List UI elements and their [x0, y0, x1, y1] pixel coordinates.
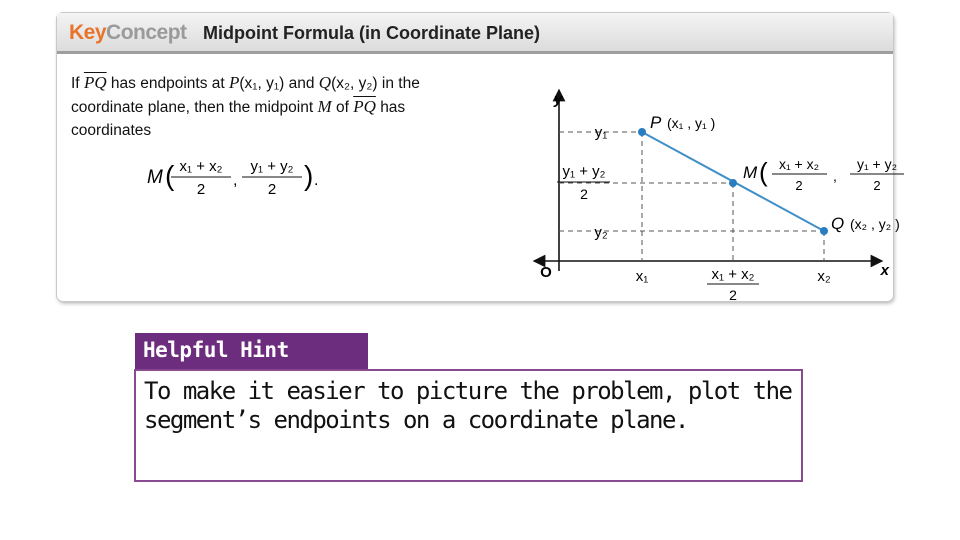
logo-concept: Concept — [106, 21, 187, 44]
x1-label: x₁ — [635, 268, 649, 285]
hint-text: To make it easier to picture the problem, plot the segment’s endpoints on a coordinate plane. — [144, 377, 792, 434]
x-mid-numerator: x₁ + x₂ — [711, 266, 755, 283]
card-header — [57, 13, 893, 54]
formula-x-numerator: x₁ + x₂ — [179, 158, 223, 175]
x2-label: x₂ — [817, 268, 831, 285]
point-p-coords: (x₁, y₁) — [239, 75, 285, 92]
word-and: and — [288, 75, 315, 92]
point-q-name: Q — [318, 73, 332, 92]
segment-pq: $\overline{PQ}$ — [83, 73, 107, 92]
point-q-coords: (x₂, y₂) — [331, 75, 378, 92]
midpoint-name: M — [317, 97, 332, 116]
word-of: of — [335, 99, 349, 116]
key-concept-card — [57, 13, 900, 303]
x-mid-denominator: 2 — [729, 287, 737, 303]
y1-label: y₁ — [594, 124, 608, 141]
formula-m: M — [147, 167, 163, 188]
m-left-paren: ( — [759, 157, 768, 187]
m-y-denominator: 2 — [873, 178, 881, 193]
y-axis-label: y — [554, 91, 563, 108]
point-p — [638, 128, 646, 136]
formula-period: . — [314, 172, 319, 189]
m-comma: , — [833, 168, 837, 184]
point-m — [729, 179, 737, 187]
point-q — [820, 227, 828, 235]
m-x-numerator: x₁ + x₂ — [778, 156, 820, 172]
y-mid-denominator: 2 — [580, 186, 588, 202]
formula-y-denominator: 2 — [267, 181, 277, 198]
formula-y-numerator: y₁ + y₂ — [250, 158, 294, 175]
hint-title: Helpful Hint — [143, 338, 289, 362]
word-has-coordinates: has coordinates — [71, 99, 406, 139]
formula-left-paren: ( — [165, 160, 175, 191]
p-label: P — [650, 113, 662, 132]
origin-label: O — [540, 264, 552, 281]
word-has-endpoints: has endpoints at — [110, 75, 225, 92]
concept-title: Midpoint Formula (in Coordinate Plane) — [203, 23, 540, 43]
point-p-name: P — [229, 73, 240, 92]
logo-key: Key — [69, 21, 107, 44]
y-mid-numerator: y₁ + y₂ — [562, 163, 606, 180]
key-concept-logo — [69, 21, 187, 45]
word-if: If — [71, 75, 80, 92]
y2-label: y₂ — [594, 224, 608, 241]
coordinate-graph — [497, 71, 900, 303]
formula-comma: , — [233, 172, 238, 189]
segment-pq-2: $\overline{PQ}$ — [353, 97, 376, 116]
m-label: M — [743, 163, 758, 182]
midpoint-formula — [147, 149, 387, 203]
q-label: Q — [831, 214, 845, 233]
p-coords: (x₁ , y₁ ) — [667, 115, 716, 131]
formula-x-denominator: 2 — [196, 181, 206, 198]
formula-right-paren: ) — [304, 160, 314, 191]
word-the-plane: the coordinate plane, then the midpoint — [71, 75, 420, 116]
concept-statement — [71, 71, 471, 142]
m-y-numerator: y₁ + y₂ — [856, 156, 898, 172]
x-axis-label: x — [880, 262, 889, 279]
word-in: in — [381, 75, 394, 92]
q-coords: (x₂ , y₂ ) — [850, 216, 900, 232]
m-x-denominator: 2 — [795, 178, 803, 193]
hint-box — [134, 369, 803, 482]
